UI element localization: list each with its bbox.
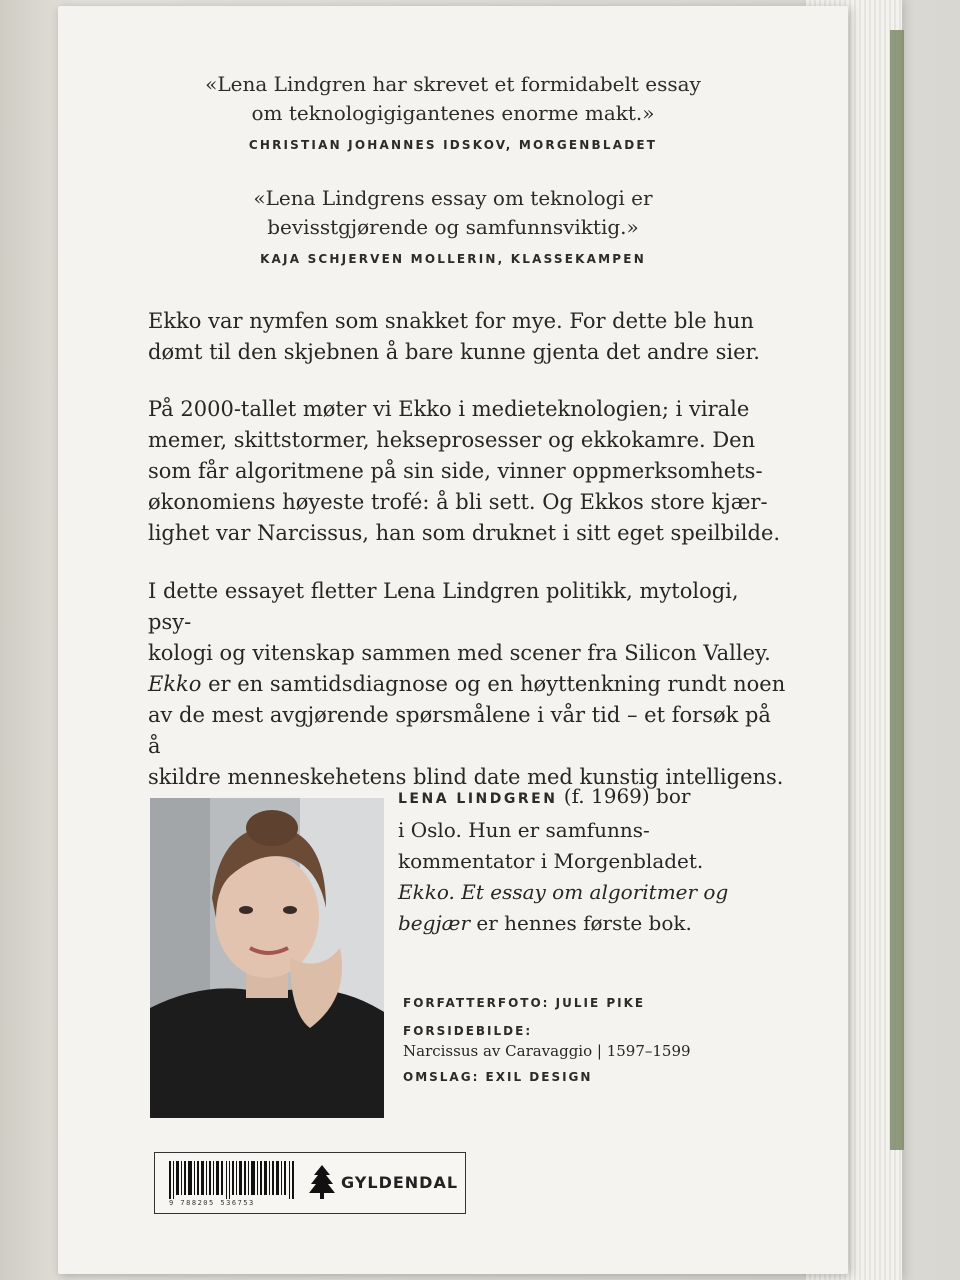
isbn-barcode [169, 1161, 299, 1199]
blurb-line: lighet var Narcissus, han som druknet i sitt eget speilbilde. [148, 521, 781, 545]
cover-image-label: FORSIDEBILDE: [403, 1024, 533, 1038]
blurb-line: kologi og vitenskap sammen med scener fra Silicon Valley. [148, 641, 771, 665]
quote-1-line-2: om teknologigigantenes enorme makt.» [251, 101, 655, 125]
blurb-line: I dette essayet fletter Lena Lindgren politikk, mytologi, psy- [148, 579, 739, 634]
barcode-panel [154, 1152, 466, 1214]
blurb-paragraph-1 [148, 306, 788, 368]
design-credit: OMSLAG: EXIL DESIGN [403, 1070, 593, 1084]
bio-line-1: LENA LINDGREN (f. 1969) bor [398, 784, 691, 808]
review-quote-2 [58, 184, 848, 274]
photo-credit: FORFATTERFOTO: JULIE PIKE [403, 996, 646, 1010]
author-name: LENA LINDGREN [398, 791, 558, 807]
blurb-paragraph-2 [148, 394, 788, 549]
quote-1-attribution: CHRISTIAN JOHANNES IDSKOV, MORGENBLADET [248, 138, 658, 152]
blurb-line: Ekko var nymfen som snakket for mye. For dette ble hun [148, 309, 754, 333]
book-title-emphasis: Ekko [148, 672, 202, 696]
bio-line-2: i Oslo. Hun er samfunns- [398, 818, 650, 842]
review-quote-1 [58, 70, 848, 160]
blurb-line: økonomiens høyeste trofé: å bli sett. Og Ekkos store kjær- [148, 490, 768, 514]
author-portrait-illustration [150, 798, 384, 1118]
blurb-line: som får algoritmene på sin side, vinner oppmerksomhets- [148, 459, 763, 483]
quote-2-line-2: bevisstgjørende og samfunnsviktig.» [267, 215, 639, 239]
quote-2-line-1: «Lena Lindgrens essay om teknologi er [253, 186, 653, 210]
blurb-line: av de mest avgjørende spørsmålene i vår tid – et forsøk på å [148, 703, 771, 758]
publisher-name: GYLDENDAL [341, 1173, 459, 1192]
blurb-line-with-title: Ekko er en samtidsdiagnose og en høyttenkning rundt noen [148, 672, 786, 696]
bio-line-5: begjær er hennes første bok. [398, 911, 692, 935]
book-spine-edge [890, 30, 904, 1150]
tree-logo-icon [309, 1165, 335, 1199]
author-photo [150, 798, 384, 1118]
blurb-line: skildre menneskehetens blind date med kunstig intelligens. [148, 765, 784, 789]
bio-line-3: kommentator i Morgenbladet. [398, 849, 704, 873]
cover-credits [403, 996, 783, 1084]
blurb-line: memer, skittstormer, hekseprosesser og ekkokamre. Den [148, 428, 756, 452]
blurb-line: På 2000-tallet møter vi Ekko i medieteknologien; i virale [148, 397, 750, 421]
quote-2-attribution: KAJA SCHJERVEN MOLLERIN, KLASSEKAMPEN [260, 252, 646, 266]
book-back-cover [58, 6, 848, 1274]
blurb-line: dømt til den skjebnen å bare kunne gjenta det andre sier. [148, 340, 760, 364]
bio-line-4: Ekko. Et essay om algoritmer og [398, 880, 729, 904]
author-bio [398, 781, 778, 939]
blurb-paragraph-3 [148, 576, 788, 793]
isbn-number: 9 788205 536753 [169, 1199, 255, 1207]
quote-1-line-1: «Lena Lindgren har skrevet et formidabelt essay [205, 72, 701, 96]
cover-image-credit: Narcissus av Caravaggio | 1597–1599 [403, 1042, 691, 1060]
